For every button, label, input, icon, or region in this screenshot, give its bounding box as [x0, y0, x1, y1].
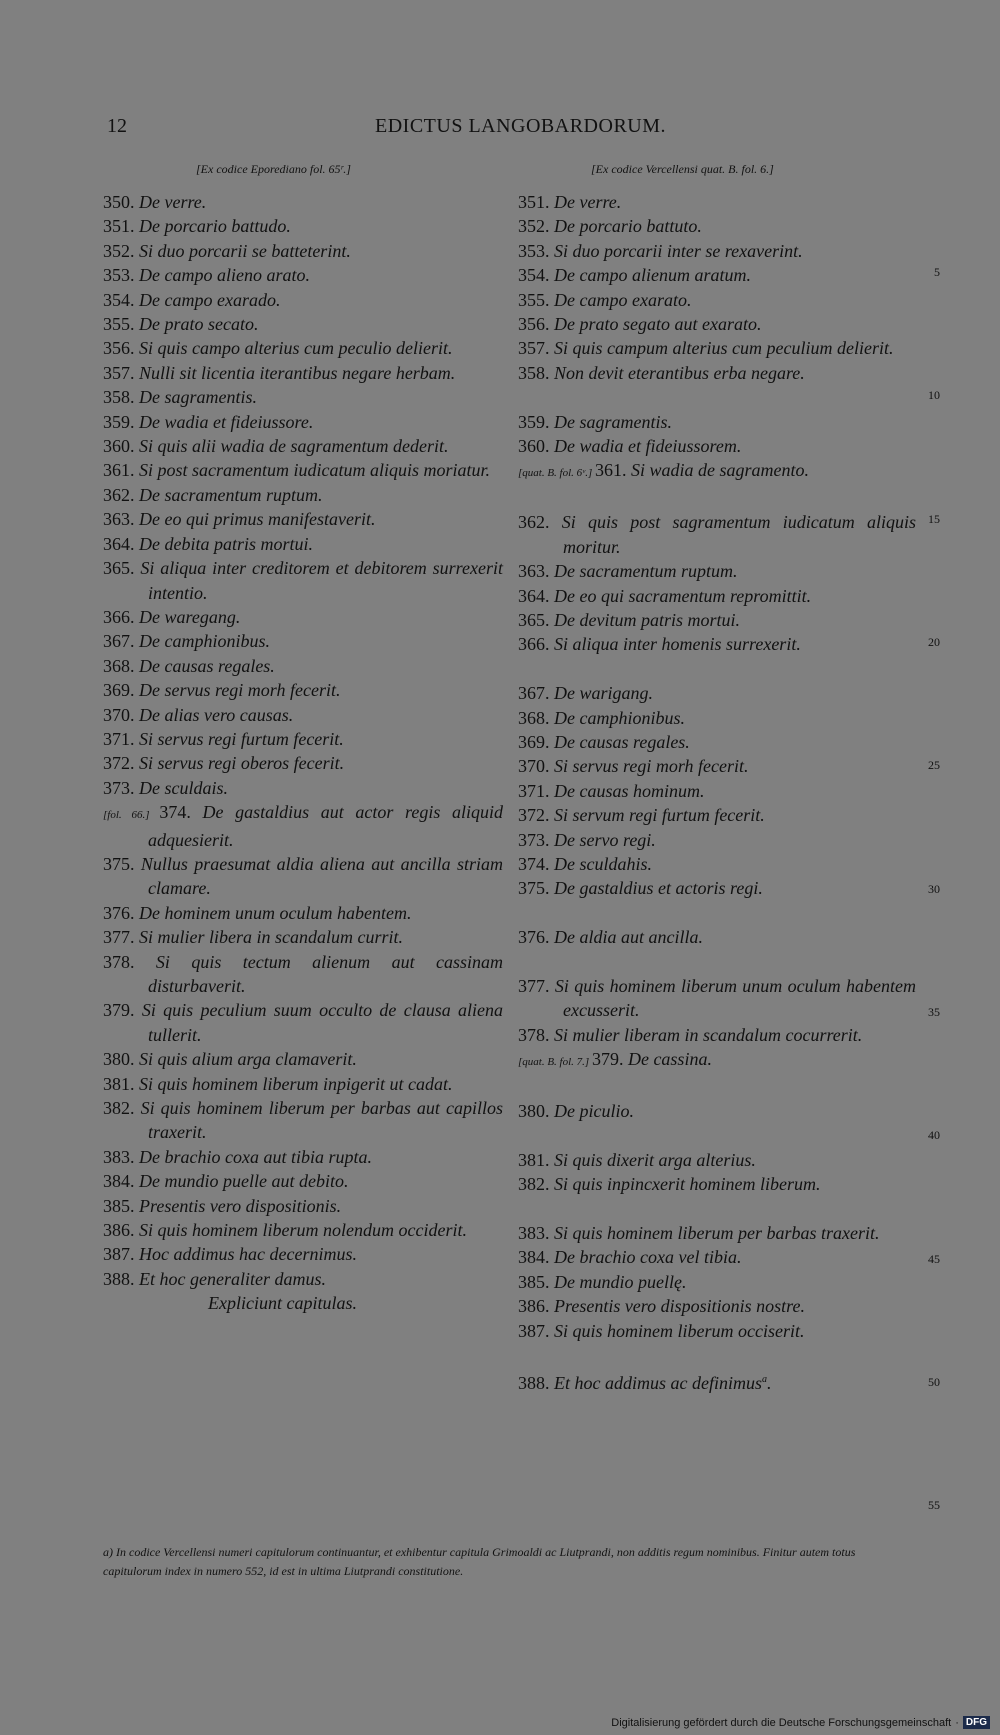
left-entry — [103, 214, 503, 238]
chapter-number: 372. — [103, 753, 139, 774]
chapter-title: De gastaldius et actoris regi. — [554, 878, 763, 899]
right-entry — [518, 1294, 916, 1318]
chapter-title: Si post sacramentum iudicatum aliquis moriatur. — [139, 460, 491, 481]
left-entry — [103, 336, 503, 360]
chapter-title: De eo qui sacramentum repromittit. — [554, 585, 812, 606]
chapter-number: 387. — [103, 1244, 139, 1265]
left-entry — [103, 727, 503, 751]
chapter-title: De mundio puelle aut debito. — [139, 1171, 349, 1192]
right-entry — [518, 1047, 916, 1074]
left-entry — [103, 532, 503, 556]
right-entry — [518, 1172, 916, 1196]
left-entry — [103, 998, 503, 1047]
left-entry — [103, 190, 503, 214]
right-entry — [518, 263, 916, 287]
line-number: 20 — [928, 635, 940, 649]
chapter-number: 357. — [518, 338, 554, 359]
left-entry — [103, 385, 503, 409]
chapter-title: De causas regales. — [554, 731, 690, 752]
chapter-title: Si wadia de sagramento. — [631, 460, 810, 481]
chapter-title: De sagramentis. — [554, 411, 672, 432]
left-entry — [103, 1096, 503, 1145]
chapter-title: Si aliqua inter creditorem et debitorem surrexerit intentio. — [140, 558, 503, 603]
chapter-title: De aldia aut ancilla. — [554, 927, 703, 948]
left-entry — [103, 800, 503, 852]
chapter-number: 378. — [518, 1024, 554, 1045]
right-entry — [518, 1197, 916, 1221]
chapter-title: Et hoc generaliter damus. — [139, 1268, 326, 1289]
chapter-number: 374. — [518, 853, 554, 874]
chapter-title: De piculio. — [554, 1101, 634, 1122]
chapter-number: 353. — [518, 240, 554, 261]
chapter-number: 370. — [518, 756, 554, 777]
chapter-number: 366. — [103, 606, 139, 627]
chapter-title: De sacramentum ruptum. — [139, 484, 323, 505]
chapter-title: Si quis dixerit arga alterius. — [554, 1149, 756, 1170]
left-entry — [103, 776, 503, 800]
chapter-number: 377. — [103, 927, 139, 948]
left-entry — [103, 1194, 503, 1218]
chapter-number: 361. — [595, 460, 632, 481]
right-entry — [518, 486, 916, 510]
chapter-number: 380. — [518, 1101, 554, 1122]
chapter-title: Si quis inpincxerit hominem liberum. — [554, 1174, 821, 1195]
chapter-title: De wadia et fideiussore. — [139, 411, 314, 432]
left-entry — [103, 950, 503, 999]
chapter-title: De verre. — [554, 192, 622, 212]
left-entry — [103, 1267, 503, 1291]
chapter-title: Non devit eterantibus erba negare. — [554, 362, 805, 383]
chapter-title: Si quis hominem liberum occiserit. — [554, 1320, 805, 1341]
left-entry — [103, 1169, 503, 1193]
right-entry — [518, 730, 916, 754]
right-entry — [518, 510, 916, 559]
chapter-title: Presentis vero dispositionis nostre. — [554, 1296, 805, 1317]
chapter-number: 368. — [518, 707, 554, 728]
right-entry — [518, 1343, 916, 1367]
chapter-number: 376. — [103, 902, 139, 923]
chapter-title: Si mulier libera in scandalum currit. — [139, 927, 403, 948]
left-entry — [103, 852, 503, 901]
right-entry — [518, 1099, 916, 1123]
right-entry — [518, 239, 916, 263]
line-number: 35 — [928, 1005, 940, 1019]
chapter-title: De camphionibus. — [554, 707, 685, 728]
right-entry — [518, 190, 916, 214]
left-entry — [103, 361, 503, 385]
chapter-number: 388. — [103, 1268, 139, 1289]
right-entry — [518, 1270, 916, 1294]
chapter-title: Si servum regi furtum fecerit. — [554, 805, 765, 826]
line-number: 25 — [928, 758, 940, 772]
chapter-title: De porcario battuto. — [554, 216, 702, 237]
left-entry — [103, 605, 503, 629]
chapter-title: De sculdais. — [139, 777, 228, 798]
left-entry — [103, 1218, 503, 1242]
right-entry — [518, 214, 916, 238]
chapter-title: Si quis campo alterius cum peculio delierit. — [139, 338, 453, 359]
right-entry — [518, 876, 916, 900]
chapter-title: Si servus regi furtum fecerit. — [139, 728, 344, 749]
left-entry — [103, 556, 503, 605]
chapter-title: Si quis hominem liberum inpigerit ut cadat. — [139, 1073, 453, 1094]
right-entry — [518, 632, 916, 656]
chapter-number: 354. — [103, 289, 139, 310]
chapter-number: 375. — [103, 853, 141, 874]
right-entry — [518, 852, 916, 876]
chapter-number: 386. — [103, 1220, 139, 1241]
chapter-number: 368. — [103, 655, 139, 676]
credit-text: Digitalisierung gefördert durch die Deutsche Forschungsgemeinschaft — [611, 1716, 952, 1729]
left-entry — [103, 678, 503, 702]
chapter-title: De wadia et fideiussorem. — [554, 436, 742, 457]
chapter-number: 359. — [518, 411, 554, 432]
chapter-number: 377. — [518, 976, 555, 996]
chapter-title: De camphionibus. — [139, 631, 270, 652]
chapter-title: De campo alieno arato. — [139, 265, 310, 286]
chapter-title: De hominem unum oculum habentem. — [139, 902, 412, 923]
right-entry — [518, 458, 916, 485]
chapter-title: Presentis vero dispositionis. — [139, 1195, 342, 1216]
chapter-title: De prato secato. — [139, 314, 259, 335]
left-entry — [103, 434, 503, 458]
right-column — [518, 190, 916, 1395]
line-number: 30 — [928, 882, 940, 896]
folio-note: [fol. 66.] — [103, 809, 160, 822]
right-entry — [518, 608, 916, 632]
left-entry — [103, 1072, 503, 1096]
line-number: 50 — [928, 1375, 940, 1389]
chapter-title: De cassina. — [627, 1049, 712, 1070]
chapter-title: De sacramentum ruptum. — [554, 561, 738, 582]
chapter-number: 374. — [159, 802, 203, 823]
right-entry — [518, 1148, 916, 1172]
left-entry — [103, 263, 503, 287]
chapter-number: 380. — [103, 1049, 139, 1070]
left-column — [103, 190, 503, 1316]
chapter-number: 378. — [103, 951, 156, 972]
page-number: 12 — [107, 115, 127, 137]
chapter-number: 360. — [518, 436, 554, 457]
chapter-number: 382. — [103, 1098, 141, 1119]
footnote: a) In codice Vercellensi numeri capitulorum continuantur, et exhibentur capitula Grimoaldi ac Liutprandi, non additis regum nominibus. Finitur autem totus capitulorum index in numero 552, id est in ultima Liutprandi constitutione. — [103, 1545, 856, 1578]
right-entry — [518, 288, 916, 312]
chapter-number: 367. — [103, 631, 139, 652]
source-note-right: [Ex codice Vercellensi quat. B. fol. 6.] — [591, 162, 774, 176]
digitization-credit: Digitalisierung gefördert durch die Deutsche Forschungsgemeinschaft · DFG — [611, 1716, 990, 1729]
chapter-title: Si servus regi oberos fecerit. — [139, 753, 345, 774]
chapter-number: 351. — [103, 216, 139, 237]
right-entry — [518, 1221, 916, 1245]
footnote-marker: a — [761, 1373, 767, 1385]
left-entry — [103, 312, 503, 336]
chapter-title: Si aliqua inter homenis surrexerit. — [554, 634, 801, 655]
chapter-title: De campo alienum aratum. — [554, 265, 751, 286]
right-entry — [518, 434, 916, 458]
chapter-number: 369. — [518, 731, 554, 752]
right-entry — [518, 901, 916, 925]
chapter-title: Si quis peculium suum occulto de clausa aliena tullerit. — [141, 1000, 504, 1045]
chapter-number: 383. — [518, 1223, 554, 1244]
line-number: 10 — [928, 388, 940, 402]
chapter-title: De causas hominum. — [554, 780, 705, 801]
chapter-number: 366. — [518, 634, 554, 655]
right-entry: 388. Et hoc addimus ac definimus$^a$. — [518, 1372, 772, 1393]
right-entry — [518, 754, 916, 778]
running-title: EDICTUS LANGOBARDORUM. — [375, 115, 667, 137]
chapter-number: 353. — [103, 265, 139, 286]
right-entry — [518, 336, 916, 360]
folio-note: [quat. B. fol. 6ᵛ.] — [518, 467, 596, 480]
chapter-number: 363. — [518, 561, 554, 582]
chapter-number: 384. — [518, 1247, 554, 1268]
chapter-number: 371. — [518, 780, 554, 801]
chapter-number: 361. — [103, 460, 139, 481]
chapter-number: 357. — [103, 362, 139, 383]
chapter-number: 352. — [103, 240, 139, 261]
chapter-title: De brachio coxa vel tibia. — [554, 1247, 742, 1268]
chapter-title: Nullus praesumat aldia aliena aut ancilla striam clamare. — [140, 853, 503, 899]
chapter-title: Si duo porcarii inter se rexaverint. — [554, 240, 803, 261]
chapter-title: Si quis hominem liberum nolendum occiderit. — [139, 1220, 467, 1241]
left-entry — [103, 507, 503, 531]
chapter-title: Et hoc addimus ac definimus — [554, 1372, 762, 1393]
chapter-number: 388. — [518, 1372, 554, 1393]
chapter-number: 363. — [103, 509, 139, 530]
left-entry — [103, 1242, 503, 1266]
right-entry — [518, 779, 916, 803]
chapter-number: 358. — [518, 362, 554, 383]
right-entry — [518, 828, 916, 852]
chapter-title: Si quis hominem liberum per barbas aut capillos traxerit. — [140, 1098, 503, 1143]
chapter-number: 373. — [518, 829, 554, 850]
chapter-title: De campo exarado. — [139, 289, 281, 310]
right-entry — [518, 410, 916, 434]
right-entry — [518, 950, 916, 974]
chapter-number: 376. — [518, 927, 554, 948]
chapter-title: De gastaldius aut actor regis aliquid adquesierit. — [148, 802, 503, 850]
line-number: 45 — [928, 1252, 940, 1266]
right-entry — [518, 1245, 916, 1269]
chapter-number: 379. — [103, 1000, 142, 1021]
chapter-number: 365. — [103, 558, 141, 579]
chapter-number: 365. — [518, 609, 554, 630]
left-entry — [103, 901, 503, 925]
chapter-title: Si quis hominem liberum unum oculum habentem excusserit. — [554, 976, 917, 1021]
page-header — [0, 115, 1000, 145]
chapter-title: De warigang. — [554, 683, 653, 704]
right-entry — [518, 584, 916, 608]
left-entry — [103, 925, 503, 949]
left-entry — [103, 751, 503, 775]
line-number: 40 — [928, 1128, 940, 1142]
chapter-title: De debita patris mortui. — [139, 533, 313, 554]
chapter-title: De devitum patris mortui. — [554, 609, 740, 630]
line-number: 5 — [934, 265, 940, 279]
left-entry — [103, 629, 503, 653]
right-entry — [518, 559, 916, 583]
explicit-line: Expliciunt capitulas. — [208, 1293, 357, 1314]
chapter-number: 362. — [518, 512, 562, 533]
chapter-title: Si quis hominem liberum per barbas traxerit. — [554, 1223, 880, 1244]
right-entry — [518, 803, 916, 827]
left-entry — [103, 410, 503, 434]
chapter-number: 351. — [518, 192, 554, 212]
chapter-number: 372. — [518, 805, 554, 826]
chapter-title: De prato segato aut exarato. — [554, 314, 762, 335]
left-entry — [103, 458, 503, 482]
chapter-number: 352. — [518, 216, 554, 237]
chapter-title: De campo exarato. — [554, 289, 692, 310]
chapter-title: Si quis campum alterius cum peculium delierit. — [554, 338, 894, 359]
chapter-title: De mundio puellę. — [554, 1271, 687, 1292]
right-entry — [518, 312, 916, 336]
chapter-title: De eo qui primus manifestaverit. — [139, 509, 376, 530]
chapter-number: 355. — [518, 289, 554, 310]
chapter-number: 371. — [103, 728, 139, 749]
folio-note: [quat. B. fol. 7.] — [518, 1056, 592, 1069]
right-entry — [518, 681, 916, 705]
chapter-title: De servus regi morh fecerit. — [139, 680, 341, 701]
right-entry — [518, 1075, 916, 1099]
left-entry — [103, 1145, 503, 1169]
right-entry — [518, 1123, 916, 1147]
chapter-number: 382. — [518, 1174, 554, 1195]
chapter-number: 355. — [103, 314, 139, 335]
chapter-number: 358. — [103, 387, 139, 408]
chapter-number: 354. — [518, 265, 554, 286]
chapter-title: De servo regi. — [554, 829, 656, 850]
chapter-title: De verre. — [139, 192, 207, 212]
left-entry — [103, 239, 503, 263]
chapter-title: De brachio coxa aut tibia rupta. — [139, 1146, 372, 1167]
source-note-left: [Ex codice Eporediano fol. 65ʳ.] — [196, 162, 351, 176]
chapter-title: Si quis post sagramentum iudicatum aliquis moritur. — [561, 512, 916, 557]
chapter-title: De porcario battudo. — [139, 216, 291, 237]
chapter-number: 364. — [103, 533, 139, 554]
chapter-number: 360. — [103, 436, 139, 457]
chapter-number: 369. — [103, 680, 139, 701]
chapter-title: De sagramentis. — [139, 387, 257, 408]
chapter-number: 379. — [591, 1049, 628, 1070]
right-entry — [518, 657, 916, 681]
left-entry — [103, 288, 503, 312]
left-entry — [103, 483, 503, 507]
chapter-number: 364. — [518, 585, 554, 606]
chapter-number: 383. — [103, 1146, 139, 1167]
chapter-number: 387. — [518, 1320, 554, 1341]
left-entry — [103, 1047, 503, 1071]
left-entry — [103, 703, 503, 727]
chapter-number: 386. — [518, 1296, 554, 1317]
chapter-number: 370. — [103, 704, 139, 725]
chapter-title: De causas regales. — [139, 655, 275, 676]
chapter-title: Nulli sit licentia iterantibus negare herbam. — [139, 362, 456, 383]
right-entry — [518, 706, 916, 730]
chapter-number: 356. — [518, 314, 554, 335]
line-number: 55 — [928, 1498, 940, 1512]
left-entry — [103, 654, 503, 678]
chapter-title: Si quis alii wadia de sagramentum dederit. — [139, 436, 449, 457]
right-entry — [518, 1023, 916, 1047]
right-entry — [518, 361, 916, 385]
chapter-title: Si mulier liberam in scandalum cocurrerit. — [554, 1024, 863, 1045]
chapter-title: Si quis alium arga clamaverit. — [139, 1049, 357, 1070]
chapter-number: 359. — [103, 411, 139, 432]
chapter-title: De alias vero causas. — [139, 704, 294, 725]
chapter-number: 381. — [103, 1073, 139, 1094]
chapter-number: 381. — [518, 1149, 554, 1170]
chapter-number: 350. — [103, 192, 139, 212]
chapter-number: 384. — [103, 1171, 139, 1192]
chapter-title: Hoc addimus hac decernimus. — [139, 1244, 357, 1265]
right-entry — [518, 385, 916, 409]
right-entry — [518, 1319, 916, 1343]
right-entry — [518, 974, 916, 1023]
chapter-title: Si quis tectum alienum aut cassinam disturbaverit. — [148, 951, 503, 996]
dfg-logo: DFG — [963, 1716, 990, 1729]
chapter-title: De sculdahis. — [554, 853, 652, 874]
chapter-number: 367. — [518, 683, 554, 704]
chapter-title: Si duo porcarii se batteterint. — [139, 240, 351, 261]
chapter-number: 385. — [518, 1271, 554, 1292]
chapter-number: 356. — [103, 338, 139, 359]
line-number: 15 — [928, 512, 940, 526]
chapter-number: 373. — [103, 777, 139, 798]
chapter-number: 385. — [103, 1195, 139, 1216]
chapter-number: 362. — [103, 484, 139, 505]
chapter-number: 375. — [518, 878, 554, 899]
chapter-title: Si servus regi morh fecerit. — [554, 756, 749, 777]
right-entry — [518, 925, 916, 949]
chapter-title: De waregang. — [139, 606, 241, 627]
